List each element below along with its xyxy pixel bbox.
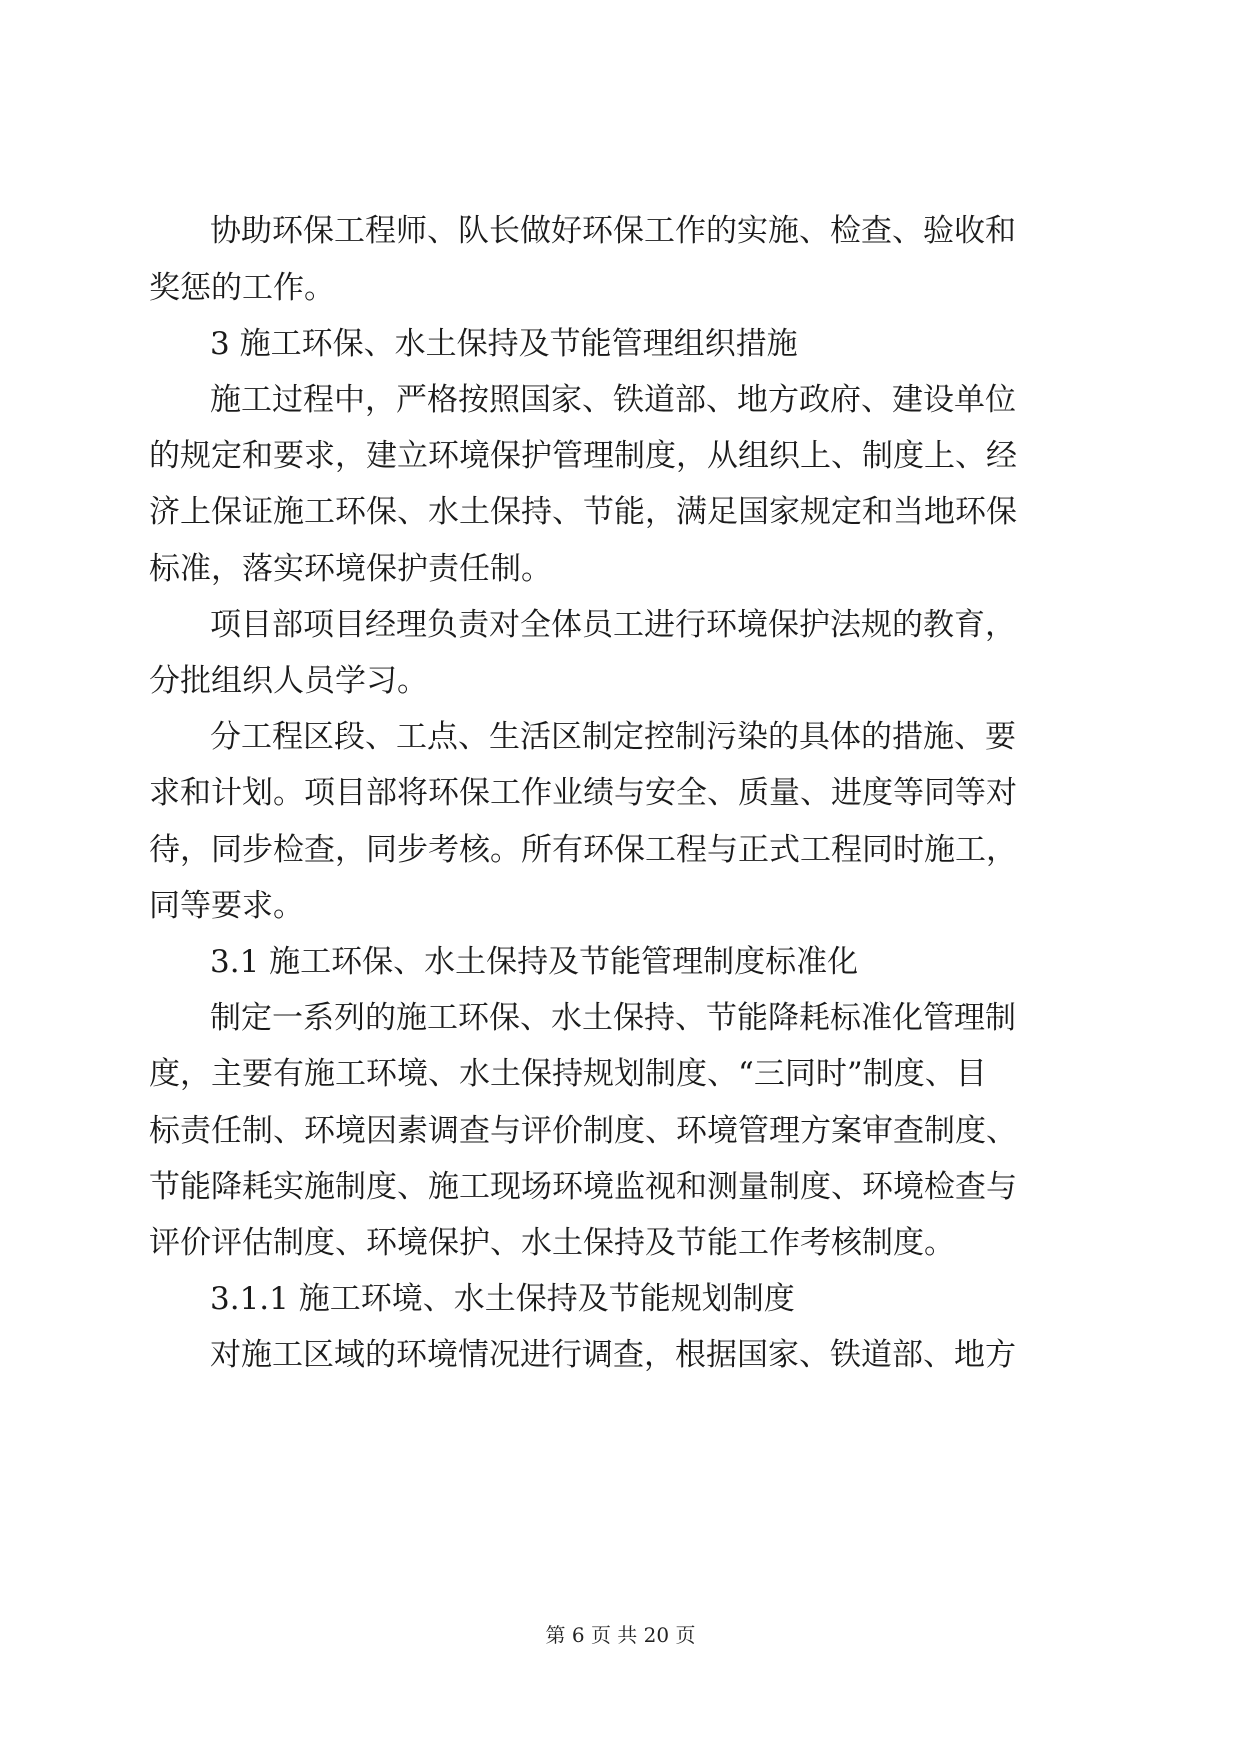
text-line: 的规定和要求，建立环境保护管理制度，从组织上、制度上、经	[149, 438, 1017, 474]
section-heading: 3.1 施工环保、水土保持及节能管理制度标准化	[210, 944, 859, 980]
section-heading: 3.1.1 施工环境、水土保持及节能规划制度	[210, 1281, 795, 1317]
page-footer: 第 6 页 共 20 页	[545, 1623, 696, 1647]
text-line: 度，主要有施工环境、水土保持规划制度、“三同时”制度、目	[149, 1056, 987, 1092]
text-line: 分工程区段、工点、生活区制定控制污染的具体的措施、要	[210, 719, 1016, 755]
text-line: 节能降耗实施制度、施工现场环境监视和测量制度、环境检查与	[149, 1169, 1017, 1205]
text-line: 同等要求。	[149, 888, 304, 924]
text-line: 济上保证施工环保、水土保持、节能，满足国家规定和当地环保	[149, 494, 1017, 530]
text-line: 评价评估制度、环境保护、水土保持及节能工作考核制度。	[149, 1225, 955, 1261]
text-line: 项目部项目经理负责对全体员工进行环境保护法规的教育，	[210, 607, 1016, 643]
text-line: 标责任制、环境因素调查与评价制度、环境管理方案审查制度、	[149, 1113, 1017, 1149]
text-line: 制定一系列的施工环保、水土保持、节能降耗标准化管理制	[210, 1000, 1016, 1036]
text-line: 待，同步检查，同步考核。所有环保工程与正式工程同时施工，	[149, 832, 1017, 868]
text-line: 施工过程中，严格按照国家、铁道部、地方政府、建设单位	[210, 382, 1016, 418]
text-line: 对施工区域的环境情况进行调查，根据国家、铁道部、地方	[210, 1337, 1016, 1373]
text-line: 分批组织人员学习。	[149, 663, 428, 699]
text-line: 协助环保工程师、队长做好环保工作的实施、检查、验收和	[210, 213, 1016, 249]
text-line: 奖惩的工作。	[149, 270, 335, 306]
text-line: 求和计划。项目部将环保工作业绩与安全、质量、进度等同等对	[149, 775, 1017, 811]
text-line: 标准，落实环境保护责任制。	[149, 551, 552, 587]
section-heading: 3 施工环保、水土保持及节能管理组织措施	[210, 326, 798, 362]
